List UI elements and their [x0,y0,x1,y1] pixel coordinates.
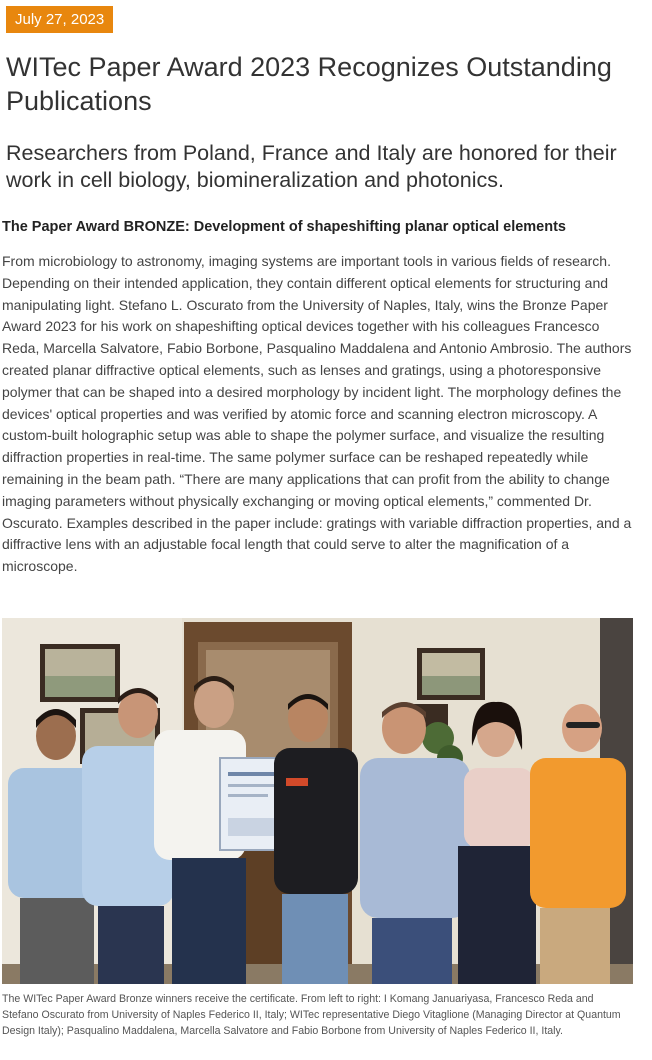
photo-caption: The WITec Paper Award Bronze winners receive the certificate. From left to right: I Komang Januariyasa, Francesco Reda and Stefano Oscurato from University of Naples Federico II, Italy; WITec representative Diego Vitaglione (Managing Director at Quantum Design Italy); Pasqualino Maddalena, Marcella Salvatore and Fabio Borbone from University of Naples Federico II, Italy. [2,993,621,1037]
article-title: WITec Paper Award 2023 Recognizes Outstanding Publications [6,52,612,116]
award-group-photo [2,618,633,984]
group-photo-illustration [2,618,633,984]
date-badge: July 27, 2023 [6,6,113,33]
article-subtitle: Researchers from Poland, France and Italy are honored for their work in cell biology, biomineralization and photonics. [6,141,617,192]
section-heading: The Paper Award BRONZE: Development of shapeshifting planar optical elements [2,219,566,235]
article-body: From microbiology to astronomy, imaging systems are important tools in various fields of research. Depending on their intended application, they contain different optical elements for structuring and manipulating light. Stefano L. Oscurato from the University of Naples, Italy, wins the Bronze Paper Award 2023 for his work on shapeshifting optical devices together with his colleagues Francesco Reda, Marcella Salvatore, Fabio Borbone, Pasqualino Maddalena and Antonio Ambrosio. The authors created planar diffractive optical elements, such as lenses and gratings, using a photoresponsive polymer that can be shaped into a desired morphology by incident light. The morphology defines the devices' optical properties and was verified by atomic force and scanning electron microscopy. A custom-built holographic setup was able to shape the polymer surface, and visualize the resulting diffraction properties in real-time. The same polymer surface can be reshaped repeatedly while remaining in the beam path. “There are many applications that can profit from the ability to change imaging parameters without physically exchanging or moving optical elements,” commented Dr. Oscurato. Examples described in the paper include: gratings with variable diffraction properties, and a diffractive lens with an adjustable focal length that could serve to alter the magnification of a microscope. [2,253,632,575]
